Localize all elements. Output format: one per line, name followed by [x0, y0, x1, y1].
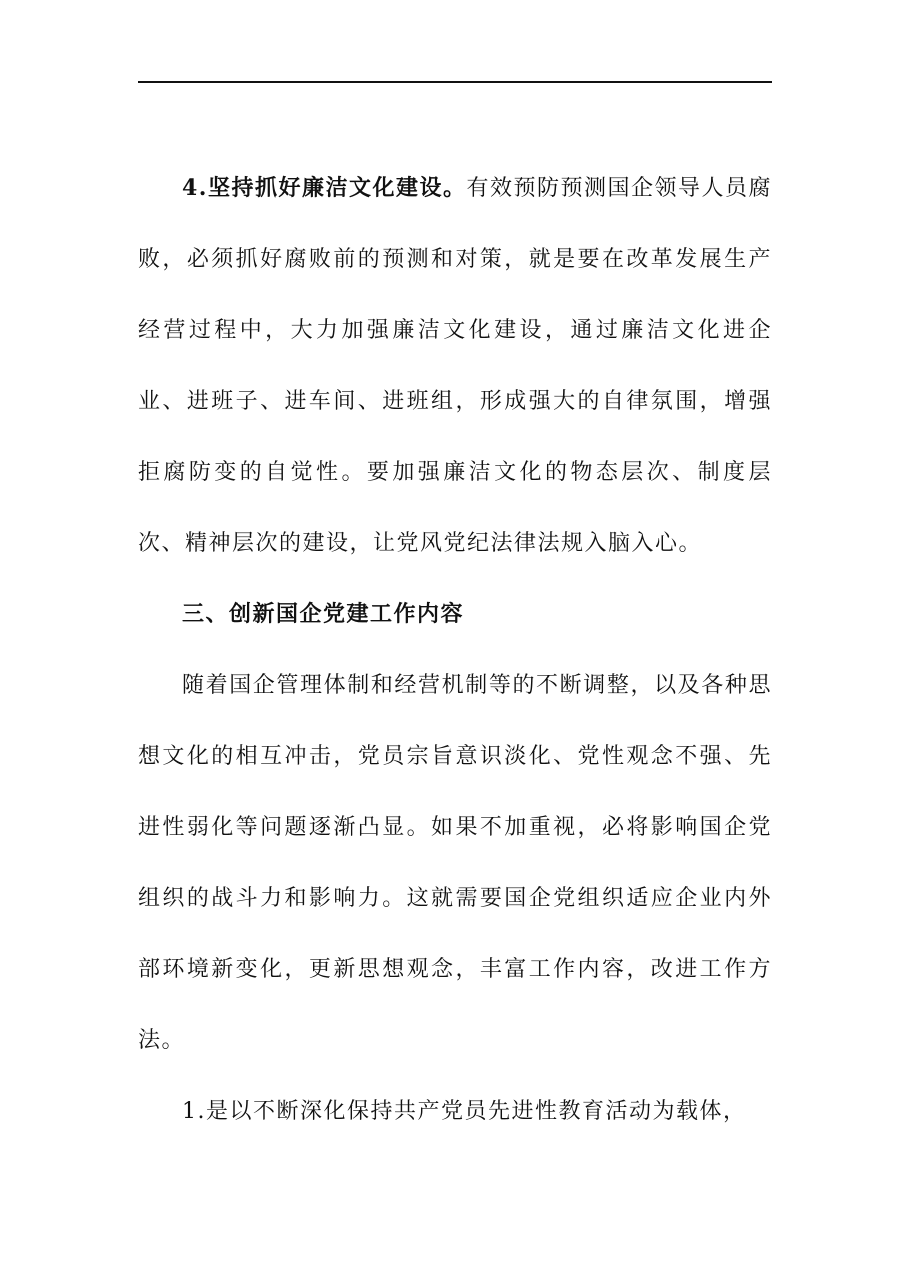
- paragraph-item-1: [138, 1076, 772, 1147]
- document-body: [138, 153, 772, 1147]
- paragraph-lead: 4.坚持抓好廉洁文化建设。: [182, 175, 467, 201]
- paragraph-text: 有效预防预测国企领导人员腐败，必须抓好腐败前的预测和对策，就是要在改革发展生产经营过程中，大力加强廉洁文化建设，通过廉洁文化进企业、进班子、进车间、进班组，形成强大的自律氛围，增强拒腐防变的自觉性。要加强廉洁文化的物态层次、制度层次、精神层次的建设，让党风党纪法律法规入脑入心。: [138, 176, 772, 556]
- header-rule: [138, 81, 772, 83]
- paragraph-section-intro: [138, 650, 772, 1076]
- paragraph-integrity-culture: [138, 153, 772, 579]
- paragraph-text: 随着国企管理体制和经营机制等的不断调整，以及各种思想文化的相互冲击，党员宗旨意识淡化、党性观念不强、先进性弱化等问题逐渐凸显。如果不加重视，必将影响国企党组织的战斗力和影响力。这就需要国企党组织适应企业内外部环境新变化，更新思想观念，丰富工作内容，改进工作方法。: [138, 673, 772, 1053]
- paragraph-text: 1.是以不断深化保持共产党员先进性教育活动为载体，: [182, 1099, 747, 1124]
- section-heading: 三、创新国企党建工作内容: [182, 601, 465, 627]
